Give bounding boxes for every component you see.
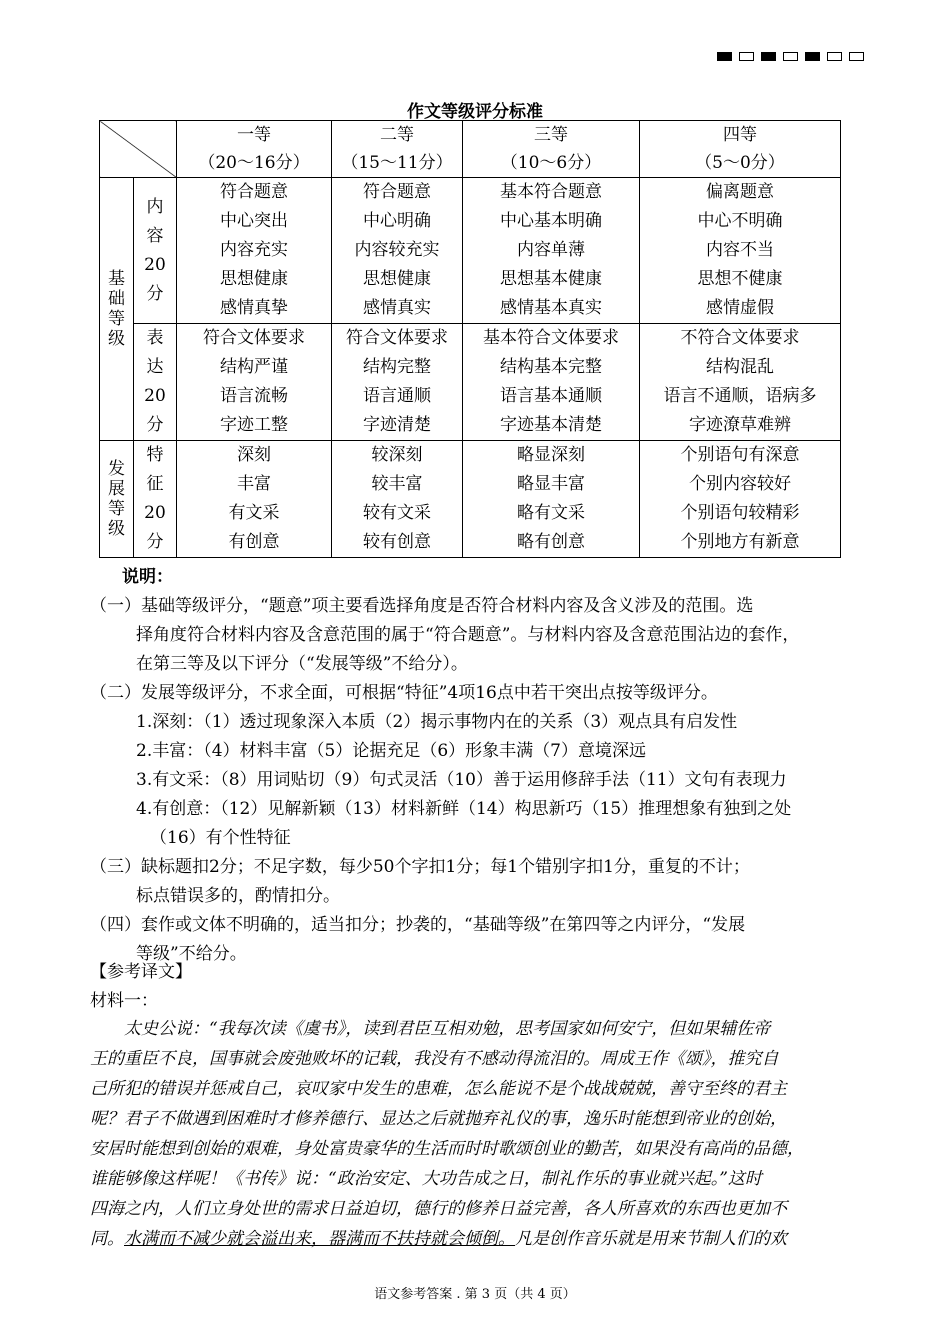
cell-line: 个别内容较好	[689, 474, 791, 494]
cell-line: 感情虚假	[706, 298, 774, 318]
diagonal-header-cell	[100, 121, 177, 178]
features-row	[100, 441, 841, 558]
content-row	[100, 178, 841, 324]
material-label: 材料一：	[90, 991, 158, 1011]
translation-line: 呢？君子不做遇到困难时才修养德行、显达之后就抛弃礼仪的事，逸乐时能想到帝业的创始，	[90, 1109, 787, 1129]
note-line: 在第三等及以下评分（“发展等级”不给分）。	[136, 654, 468, 674]
note-line: 1.深刻：（1）透过现象深入本质（2）揭示事物内在的关系（3）观点具有启发性	[136, 712, 738, 732]
cell-line: 略显深刻	[517, 445, 585, 465]
vertical-char: 等	[108, 499, 125, 519]
content-cell-3	[463, 178, 640, 324]
cell-line: 内容不当	[706, 240, 774, 260]
features-cell-4	[640, 441, 841, 558]
table-title: 作文等级评分标准	[407, 102, 543, 122]
features-cell-2	[332, 441, 463, 558]
content-cell-2	[332, 178, 463, 324]
table-header-row	[100, 121, 841, 178]
cell-line: 内	[146, 196, 164, 217]
vertical-char: 等	[108, 309, 125, 329]
cell-line: 较有文采	[363, 503, 431, 523]
vertical-char: 级	[108, 329, 125, 349]
cell-line: 语言不通顺，语病多	[663, 386, 817, 406]
cell-line: 内容较充实	[354, 240, 440, 260]
cell-line: 个别语句较精彩	[680, 503, 800, 523]
cell-line: 内容充实	[220, 240, 288, 260]
cell-line: 符合文体要求	[203, 328, 305, 348]
cell-line: 思想健康	[363, 269, 431, 289]
cell-line: 征	[146, 474, 164, 494]
cell-line: 语言流畅	[220, 386, 288, 406]
cell-line: 符合题意	[363, 182, 431, 202]
cell-line: 个别语句有深意	[680, 445, 800, 465]
note-line: （四）套作或文体不明确的，适当扣分；抄袭的，“基础等级”在第四等之内评分，“发展	[90, 915, 746, 935]
features-cell-3	[463, 441, 640, 558]
cell-line: 符合文体要求	[346, 328, 448, 348]
cell-line: 符合题意	[220, 182, 288, 202]
cell-line: 内容单薄	[517, 240, 585, 260]
cell-line: 思想健康	[220, 269, 288, 289]
translation-line: 四海之内，人们立身处世的需求日益迫切，德行的修养日益完善，各人所喜欢的东西也更加不	[90, 1199, 787, 1219]
cell-line: 表	[146, 328, 164, 348]
vertical-char: 发	[108, 459, 125, 479]
note-line: 择角度符合材料内容及含意范围的属于“符合题意”。与材料内容及含意范围沾边的套作，	[136, 625, 800, 645]
cell-line: 有文采	[228, 503, 280, 523]
cell-line: 中心不明确	[697, 211, 783, 231]
note-line: 2.丰富：（4）材料丰富（5）论据充足（6）形象丰满（7）意境深远	[136, 741, 646, 761]
cell-line: 分	[146, 283, 164, 304]
page-footer: 语文参考答案 . 第 3 页（共 4 页）	[374, 1287, 576, 1302]
cell-line: 基本符合题意	[500, 182, 602, 202]
cell-line: 语言通顺	[363, 386, 431, 406]
page-marker-squares	[717, 52, 864, 61]
cell-line: 有创意	[228, 532, 280, 552]
expression-cell-3	[463, 324, 640, 441]
cell-line: 较有创意	[363, 532, 431, 552]
scoring-table	[99, 120, 841, 558]
filled-square-icon	[805, 52, 820, 61]
cell-line: 略显丰富	[517, 474, 585, 494]
vertical-char: 基	[108, 269, 125, 289]
cell-line: 字迹工整	[220, 415, 288, 435]
cell-line: 分	[146, 415, 164, 435]
cell-line: 中心基本明确	[500, 211, 602, 231]
develop-level-label	[100, 441, 134, 558]
filled-square-icon	[717, 52, 732, 61]
cell-line: 20	[144, 386, 166, 406]
cell-line: 思想基本健康	[500, 269, 602, 289]
expression-row-label	[134, 324, 177, 441]
empty-square-icon	[827, 52, 842, 61]
cell-line: 字迹基本清楚	[500, 415, 602, 435]
cell-line: 基本符合文体要求	[483, 328, 619, 348]
note-line: （16）有个性特征	[150, 828, 291, 848]
grade-col-3: 三等 （10～6分）	[463, 121, 640, 178]
expression-row	[100, 324, 841, 441]
empty-square-icon	[783, 52, 798, 61]
cell-line: 感情基本真实	[500, 298, 602, 318]
cell-line: 分	[146, 532, 164, 552]
cell-line: 感情真挚	[220, 298, 288, 318]
cell-line: 特	[146, 445, 164, 465]
note-line: （一）基础等级评分，“题意”项主要看选择角度是否符合材料内容及含义涉及的范围。选	[90, 596, 754, 616]
expression-cell-1	[177, 324, 332, 441]
cell-line: 结构严谨	[220, 357, 288, 377]
cell-line: 丰富	[237, 474, 271, 494]
cell-line: 20	[144, 503, 166, 523]
vertical-char: 础	[108, 289, 125, 309]
translation-heading: 【参考译文】	[90, 962, 192, 982]
cell-line: 20	[144, 254, 166, 275]
cell-line: 字迹潦草难辨	[689, 415, 791, 435]
cell-line: 中心明确	[363, 211, 431, 231]
note-line: 4.有创意：（12）见解新颖（13）材料新鲜（14）构思新巧（15）推理想象有独到之处	[136, 799, 792, 819]
cell-line: 较丰富	[371, 474, 423, 494]
translation-line: 己所犯的错误并惩戒自己，哀叹家中发生的患难，怎么能说不是个战战兢兢，善守至终的君主	[90, 1079, 787, 1099]
vertical-char: 展	[108, 479, 125, 499]
cell-line: 语言基本通顺	[500, 386, 602, 406]
cell-line: 略有创意	[517, 532, 585, 552]
cell-line: 个别地方有新意	[680, 532, 800, 552]
line-start: 同。	[90, 1229, 124, 1249]
cell-line: 深刻	[237, 445, 271, 465]
basic-level-label	[100, 178, 134, 441]
cell-line: 容	[146, 225, 164, 246]
cell-line: 思想不健康	[697, 269, 783, 289]
grade-col-1: 一等 （20～16分）	[177, 121, 332, 178]
expression-cell-4	[640, 324, 841, 441]
cell-line: 不符合文体要求	[680, 328, 800, 348]
cell-line: 结构完整	[363, 357, 431, 377]
cell-line: 略有文采	[517, 503, 585, 523]
cell-line: 结构基本完整	[500, 357, 602, 377]
cell-line: 结构混乱	[706, 357, 774, 377]
line-rest: 凡是创作音乐就是用来节制人们的欢	[515, 1229, 787, 1249]
translation-line-last	[90, 1224, 787, 1249]
empty-square-icon	[739, 52, 754, 61]
note-line: 标点错误多的，酌情扣分。	[136, 886, 340, 906]
cell-line: 字迹清楚	[363, 415, 431, 435]
note-line: （三）缺标题扣2分；不足字数，每少50个字扣1分；每1个错别字扣1分，重复的不计；	[90, 857, 750, 877]
cell-line: 达	[146, 357, 164, 377]
translation-line: 安居时能想到创始的艰难，身处富贵豪华的生活而时时歌颂创业的勤苦，如果没有高尚的品德，	[90, 1139, 804, 1159]
grade-col-2: 二等 （15～11分）	[332, 121, 463, 178]
content-cell-1	[177, 178, 332, 324]
filled-square-icon	[761, 52, 776, 61]
note-line: 等级”不给分。	[136, 944, 247, 964]
content-row-label	[134, 178, 177, 324]
expression-cell-2	[332, 324, 463, 441]
translation-line: 谁能够像这样呢！《书传》说：“政治安定、大功告成之日，制礼作乐的事业就兴起。”这时	[90, 1169, 762, 1189]
vertical-char: 级	[108, 519, 125, 539]
note-line: 3.有文采：（8）用词贴切（9）句式灵活（10）善于运用修辞手法（11）文句有表现力	[136, 770, 787, 790]
features-cell-1	[177, 441, 332, 558]
cell-line: 中心突出	[220, 211, 288, 231]
cell-line: 偏离题意	[706, 182, 774, 202]
notes-title: 说明：	[122, 567, 173, 587]
cell-line: 感情真实	[363, 298, 431, 318]
grade-col-4: 四等 （5～0分）	[640, 121, 841, 178]
underlined-sentence: 水满而不减少就会溢出来，器满而不扶持就会倾倒。	[124, 1229, 515, 1249]
translation-line: 王的重臣不良，国事就会废弛败坏的记载，我没有不感动得流泪的。周成王作《颂》，推究自	[90, 1049, 779, 1069]
translation-line: 太史公说：“我每次读《虞书》，读到君臣互相劝勉，思考国家如何安宁，但如果辅佐帝	[124, 1019, 771, 1039]
features-row-label	[134, 441, 177, 558]
note-line: （二）发展等级评分，不求全面，可根据“特征”4项16点中若干突出点按等级评分。	[90, 683, 718, 703]
cell-line: 较深刻	[371, 445, 423, 465]
content-cell-4	[640, 178, 841, 324]
empty-square-icon	[849, 52, 864, 61]
